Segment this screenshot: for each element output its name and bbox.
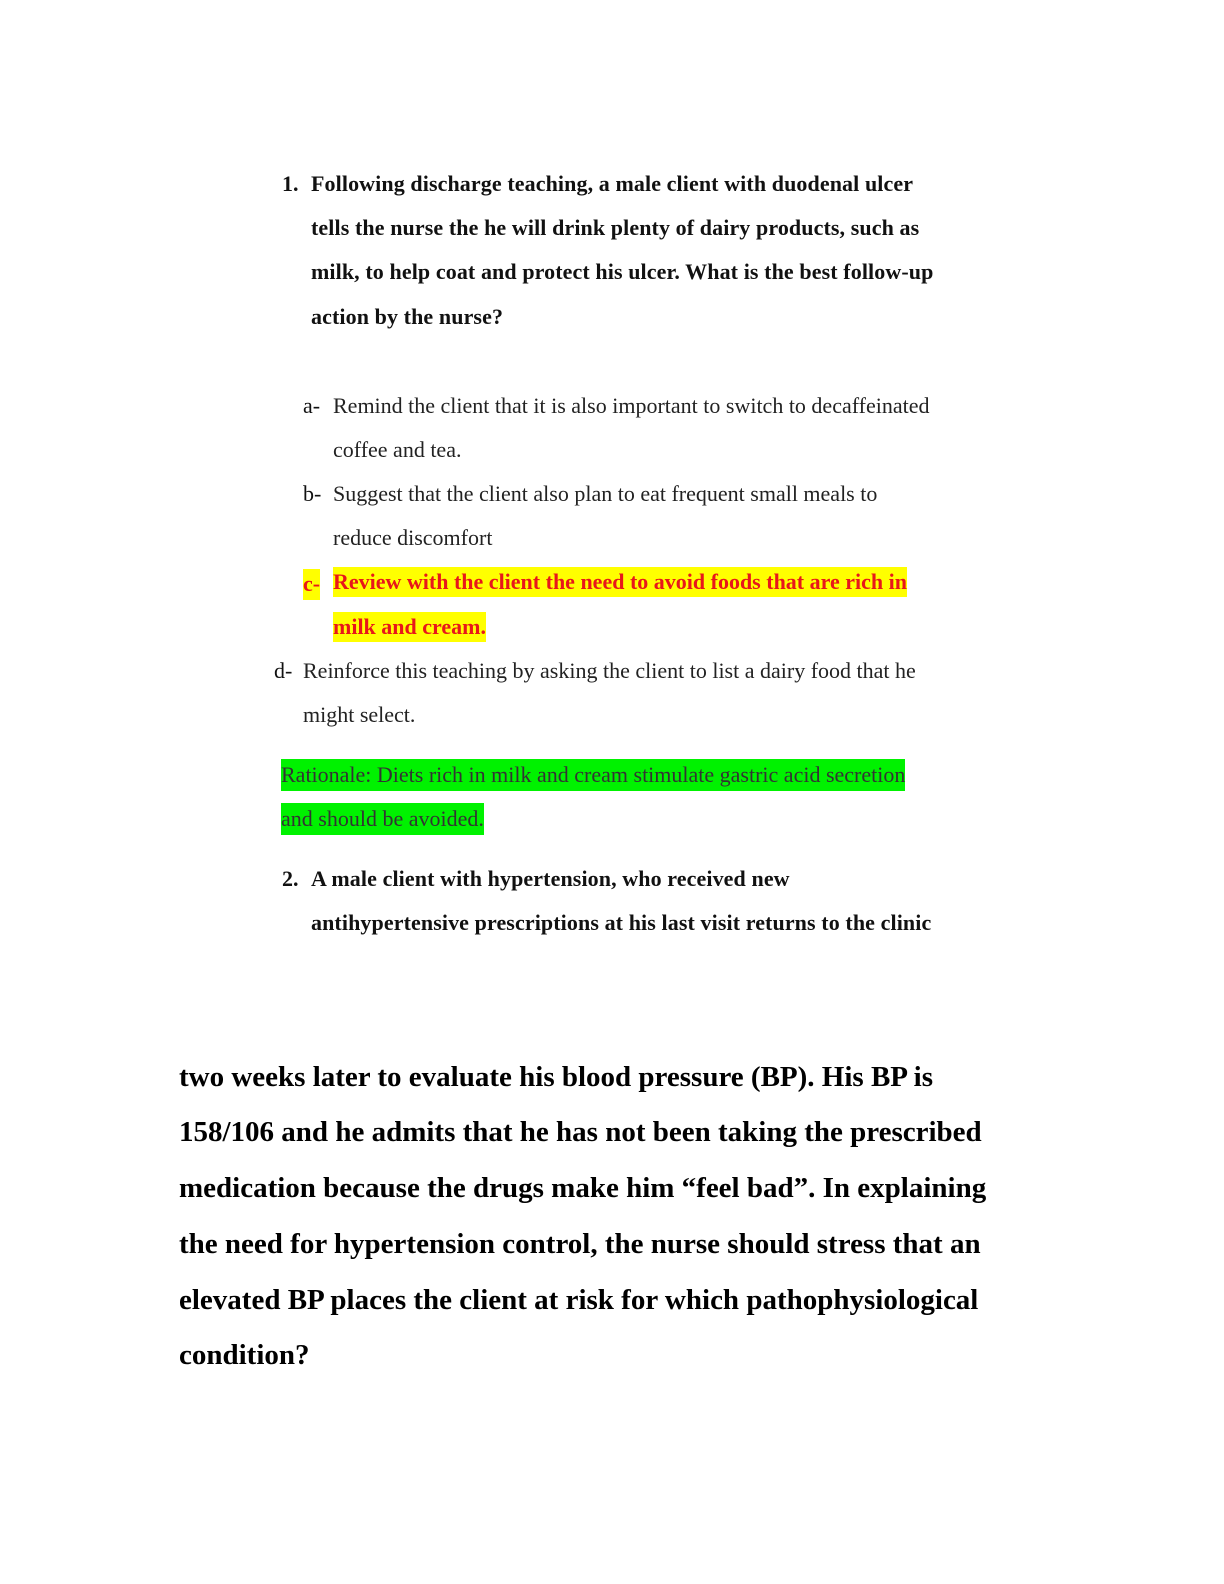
- question-2-continuation-line: two weeks later to evaluate his blood pressure (BP). His BP is: [179, 1061, 933, 1093]
- question-2-continuation-line: medication because the drugs make him “feel bad”. In explaining: [179, 1172, 987, 1204]
- option-a-text-line: coffee and tea.: [333, 437, 462, 462]
- rationale-line-wrap: [281, 762, 905, 788]
- question-2-text-line: A male client with hypertension, who received new: [311, 866, 790, 891]
- option-b-text-line: reduce discomfort: [333, 525, 493, 550]
- option-c-text-line: milk and cream.: [333, 612, 486, 642]
- rationale-text-line: Rationale: Diets rich in milk and cream stimulate gastric acid secretion: [281, 759, 905, 791]
- option-d-text-line: Reinforce this teaching by asking the client to list a dairy food that he: [303, 658, 916, 683]
- question-2-continuation-line: elevated BP places the client at risk for which pathophysiological: [179, 1284, 979, 1316]
- question-1-number: 1.: [282, 171, 299, 196]
- option-d-text-line: might select.: [303, 702, 416, 727]
- question-2-continuation-line: 158/106 and he admits that he has not been taking the prescribed: [179, 1116, 982, 1148]
- question-2-text-line: antihypertensive prescriptions at his last visit returns to the clinic: [311, 910, 932, 935]
- question-2-continuation-line: the need for hypertension control, the nurse should stress that an: [179, 1228, 981, 1260]
- question-2-continuation-line: condition?: [179, 1339, 310, 1371]
- option-a-text-line: Remind the client that it is also important to switch to decaffeinated: [333, 393, 930, 418]
- question-2-number: 2.: [282, 866, 299, 891]
- option-d-letter: d-: [274, 658, 293, 683]
- option-c-line-wrap: [333, 569, 907, 595]
- question-1-text-line: tells the nurse the he will drink plenty of dairy products, such as: [311, 215, 920, 240]
- option-b-text-line: Suggest that the client also plan to eat frequent small meals to: [333, 481, 878, 506]
- question-1-text-line: milk, to help coat and protect his ulcer. What is the best follow-up: [311, 259, 934, 284]
- option-a-letter: a-: [303, 393, 321, 418]
- rationale-text-line: and should be avoided.: [281, 803, 484, 835]
- option-c-line-wrap: [333, 614, 486, 640]
- question-1-text-line: Following discharge teaching, a male client with duodenal ulcer: [311, 171, 914, 196]
- rationale-line-wrap: [281, 806, 484, 832]
- option-c-letter: c-: [303, 569, 320, 600]
- option-b-letter: b-: [303, 481, 322, 506]
- option-c-text-line: Review with the client the need to avoid foods that are rich in: [333, 567, 907, 597]
- question-1-text-line: action by the nurse?: [311, 304, 504, 329]
